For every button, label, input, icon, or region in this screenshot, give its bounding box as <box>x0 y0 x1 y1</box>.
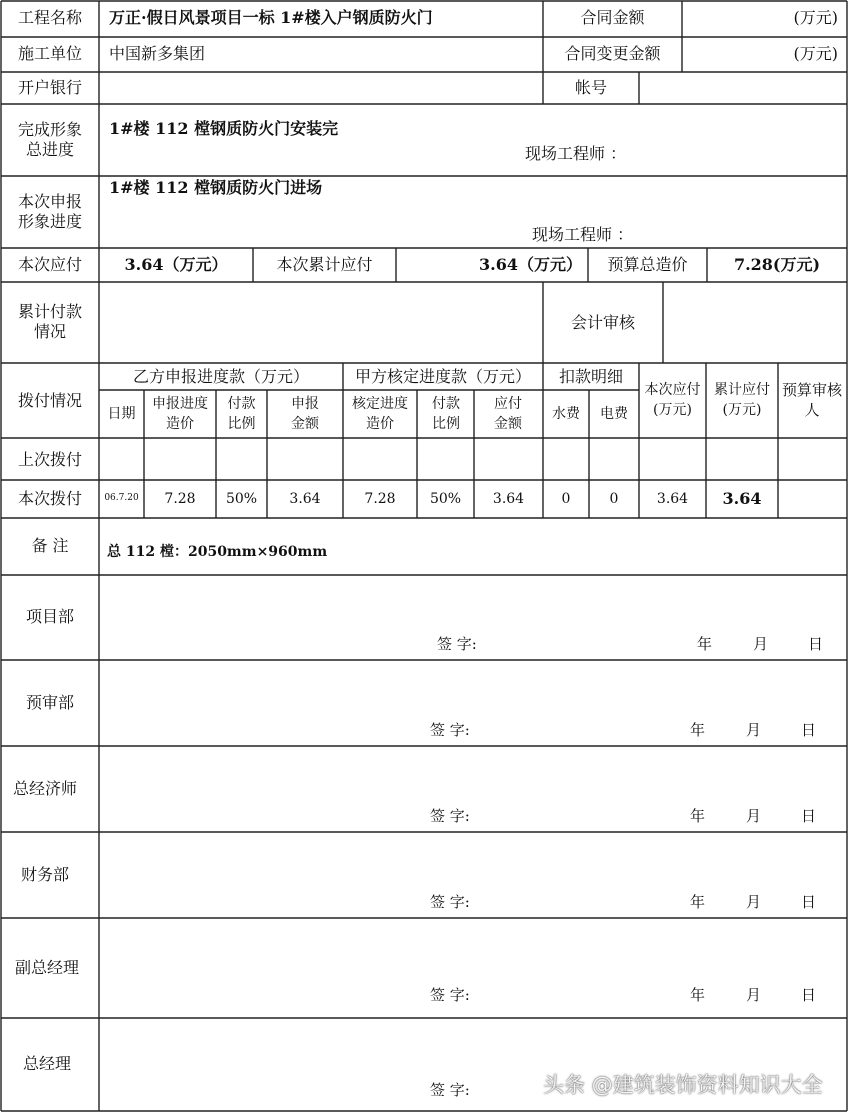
table-cell-power-fee: 0 <box>609 491 619 507</box>
day-label: 日 <box>808 635 824 653</box>
month-label: 月 <box>746 807 762 825</box>
disbursement-label: 拨付情况 <box>17 391 82 410</box>
owner-progress-group-label: 甲方核定进度款（万元） <box>354 367 531 386</box>
year-label: 年 <box>690 807 706 825</box>
declared-amount-col-header: 申报金额 <box>291 396 319 432</box>
site-engineer-label-1: 现场工程师 ： <box>525 144 627 163</box>
contractor-ratio-col-header: 付款比例 <box>227 396 256 432</box>
contractor-label: 施工单位 <box>17 44 82 63</box>
total-progress-label: 完成形象总进度 <box>17 120 82 159</box>
table-cell-date: 06.7.20 <box>104 493 139 503</box>
total-progress-value: 1#楼 112 樘钢质防火门安装完 <box>109 119 339 138</box>
sign-label: 签 字: <box>430 986 470 1004</box>
sign-label: 签 字: <box>437 635 477 653</box>
payable-amount-col-header: 应付金额 <box>494 396 522 432</box>
dept-deputy-gm: 副总经理 <box>14 958 79 977</box>
date-col-header: 日期 <box>107 406 136 422</box>
dept-gm: 总经理 <box>22 1054 71 1073</box>
year-label: 年 <box>690 986 706 1004</box>
table-cell-approved-cost: 7.28 <box>364 491 396 507</box>
sign-label: 签 字: <box>430 893 470 911</box>
cumulative-payment-label: 累计付款情况 <box>17 302 82 341</box>
watermark-text: 头条 @建筑装饰资料知识大全 <box>543 1073 823 1097</box>
sign-label: 签 字: <box>430 807 470 825</box>
budget-total-value: 7.28(万元) <box>733 255 821 274</box>
day-label: 日 <box>801 721 817 739</box>
day-label: 日 <box>801 893 817 911</box>
month-label: 月 <box>746 721 762 739</box>
project-name-value: 万正·假日风景项目一标 1#楼入户钢质防火门 <box>109 8 433 27</box>
sign-label: 签 字: <box>430 721 470 739</box>
month-label: 月 <box>753 635 769 653</box>
dept-chief-economist: 总经济师 <box>12 779 77 798</box>
site-engineer-label-2: 现场工程师 ： <box>532 225 634 244</box>
current-progress-value: 1#楼 112 樘钢质防火门进场 <box>109 178 323 197</box>
contract-amount-unit: (万元) <box>793 8 838 27</box>
water-fee-col-header: 水费 <box>552 406 580 422</box>
cumulative-payable-label: 本次累计应付 <box>276 255 373 274</box>
contract-change-label: 合同变更金额 <box>564 44 661 63</box>
last-disbursement-label: 上次拨付 <box>17 450 82 469</box>
month-label: 月 <box>746 986 762 1004</box>
day-label: 日 <box>801 986 817 1004</box>
budget-reviewer-col-header: 预算审核人 <box>782 381 843 419</box>
project-name-label: 工程名称 <box>17 8 82 27</box>
power-fee-col-header: 电费 <box>600 406 628 422</box>
bank-label: 开户银行 <box>17 78 82 97</box>
dept-project: 项目部 <box>25 607 74 626</box>
current-payable-value: 3.64（万元） <box>124 255 228 274</box>
dept-pre-audit: 预审部 <box>25 693 74 712</box>
month-label: 月 <box>746 893 762 911</box>
accounting-audit-label: 会计审核 <box>570 313 635 332</box>
contract-change-unit: (万元) <box>793 44 838 63</box>
year-label: 年 <box>690 721 706 739</box>
day-label: 日 <box>801 807 817 825</box>
cumulative-payable-value: 3.64（万元） <box>479 255 582 274</box>
table-cell-declared-cost: 7.28 <box>164 491 196 507</box>
current-payable-label: 本次应付 <box>17 255 82 274</box>
deductions-group-label: 扣款明细 <box>558 367 623 386</box>
table-cell-cumulative-payable: 3.64 <box>722 489 762 508</box>
declared-cost-col-header: 申报进度造价 <box>152 396 208 432</box>
contractor-progress-group-label: 乙方申报进度款（万元） <box>132 367 309 386</box>
sign-label: 签 字: <box>430 1081 470 1099</box>
table-cell-water-fee: 0 <box>561 491 571 507</box>
year-label: 年 <box>690 893 706 911</box>
dept-finance: 财务部 <box>20 865 69 884</box>
budget-total-label: 预算总造价 <box>607 255 688 274</box>
contract-amount-label: 合同金额 <box>580 8 645 27</box>
account-label: 帐号 <box>574 78 607 97</box>
this-disbursement-label: 本次拨付 <box>17 489 82 508</box>
table-cell-owner-ratio: 50% <box>429 491 462 507</box>
owner-ratio-col-header: 付款比例 <box>432 396 460 432</box>
contractor-value: 中国新多集团 <box>109 44 206 63</box>
table-cell-declared-amount: 3.64 <box>289 491 321 507</box>
table-cell-contractor-ratio: 50% <box>225 491 258 507</box>
cumulative-payable-col-header: 累计应付(万元) <box>714 382 770 418</box>
table-cell-payable-amount: 3.64 <box>492 491 525 507</box>
approved-cost-col-header: 核定进度造价 <box>352 396 408 432</box>
year-label: 年 <box>697 635 713 653</box>
remarks-value: 总 112 樘：2050mm×960mm <box>107 544 328 560</box>
current-progress-label: 本次申报形象进度 <box>17 192 82 231</box>
remarks-label: 备 注 <box>31 536 69 555</box>
current-payable-col-header: 本次应付(万元) <box>644 382 701 418</box>
table-cell-current-payable: 3.64 <box>656 491 689 507</box>
